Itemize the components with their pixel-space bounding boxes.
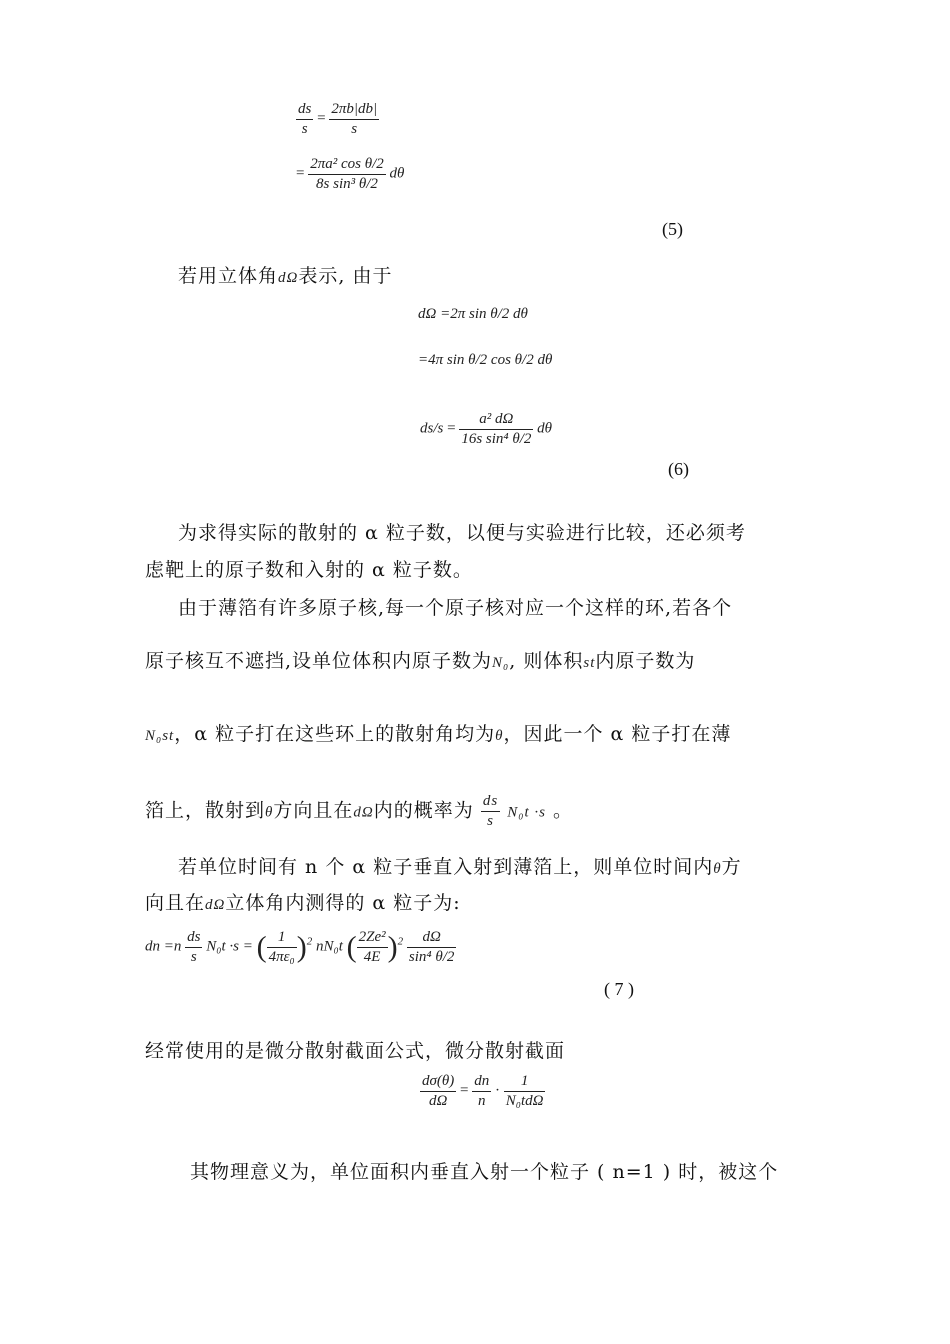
para3-line2: 向且在dΩ立体角内测得的 α 粒子为: bbox=[145, 892, 461, 914]
eq5-number: (5) bbox=[662, 219, 683, 239]
eq6-fraction: $\frac{\text{a² dΩ}}{\text{16s sin⁴ θ/2}}$ bbox=[461, 411, 532, 447]
para1-line2: 虑靶上的原子数和入射的 α 粒子数。 bbox=[145, 559, 473, 581]
para2-line2: 原子核互不遮挡,设单位体积内原子数为N₀, 则体积st内原子数为 bbox=[145, 650, 696, 672]
eq8-frac2: $\frac{dn}{n}$ bbox=[474, 1073, 490, 1109]
eq7-number: ( 7 ) bbox=[604, 979, 634, 999]
eq5-line2: = $\frac{\text{2πa² cos θ/2}}{\text{8s sin³ θ/2}}$ dθ bbox=[296, 156, 405, 192]
eq6-line1: dΩ =2π sin θ/2 dθ bbox=[418, 306, 528, 322]
para5: 其物理意义为，单位面积内垂直入射一个粒子 ( n=1 ) 时，被这个 bbox=[190, 1161, 779, 1183]
eq5-line1: $\frac{ds}{s}$ = $\frac{2\pi b|db|}{s}$ bbox=[298, 101, 378, 137]
eq6-line3: ds/s = $\frac{\text{a² dΩ}}{\text{16s sin⁴ θ/2}}$ dθ bbox=[420, 411, 553, 447]
para2-line1: 由于薄箔有许多原子核,每一个原子核对应一个这样的环,若各个 bbox=[178, 597, 733, 619]
prob-fraction: $\frac{ds}{s}$ bbox=[482, 793, 499, 829]
para1-line1: 为求得实际的散射的 α 粒子数，以便与实验进行比较，还必须考 bbox=[178, 522, 746, 544]
eq7-frac3: $\frac{\text{2Ze²}}{4E}$ bbox=[358, 929, 386, 965]
para2-line4: 箔上，散射到θ方向且在dΩ内的概率为 $\frac{ds}{s}$ N₀t ·s 。 bbox=[145, 793, 574, 829]
eq7-frac2: $\frac{1}{\text{4πε₀}}$ bbox=[268, 929, 295, 965]
eq7-frac4: $\frac{d\Omega}{\text{sin⁴ θ/2}}$ bbox=[408, 929, 455, 965]
para3-line1: 若单位时间有 n 个 α 粒子垂直入射到薄箔上，则单位时间内θ方 bbox=[178, 856, 742, 878]
eq8-frac3: $\frac{1}{\text{N₀tdΩ}}$ bbox=[505, 1073, 544, 1109]
eq5-rhs-fraction: $\frac{2\pi b|db|}{s}$ bbox=[331, 101, 378, 137]
para2-line3: N₀st，α 粒子打在这些环上的散射角均为θ，因此一个 α 粒子打在薄 bbox=[145, 723, 732, 745]
eq5-line2-fraction: $\frac{\text{2πa² cos θ/2}}{\text{8s sin³ θ/2}}$ bbox=[310, 156, 384, 192]
eq6-number: (6) bbox=[668, 459, 689, 479]
eq7: dn =n $\frac{ds}{s}$ N₀t ·s = ( $\frac{1}{\text{4πε₀}}$ )$^2$ nN₀t ( $\frac{\text{2Ze²}}{4E}$ )$^2$ $\frac{d\Omega}{\text{sin⁴ θ/2}}$ bbox=[145, 929, 455, 965]
eq8: $\frac{d\sigma(\theta)}{d\Omega}$ = $\frac{dn}{n}$ · $\frac{1}{\text{N₀tdΩ}}$ bbox=[422, 1073, 544, 1109]
p-solid-angle: 若用立体角dΩ表示, 由于 bbox=[178, 265, 393, 287]
eq5-lhs-fraction: $\frac{ds}{s}$ bbox=[298, 101, 312, 137]
para4: 经常使用的是微分散射截面公式，微分散射截面 bbox=[145, 1040, 566, 1062]
eq7-frac1: $\frac{ds}{s}$ bbox=[187, 929, 201, 965]
eq6-line2: =4π sin θ/2 cos θ/2 dθ bbox=[418, 352, 553, 368]
eq8-frac1: $\frac{d\sigma(\theta)}{d\Omega}$ bbox=[422, 1073, 455, 1109]
